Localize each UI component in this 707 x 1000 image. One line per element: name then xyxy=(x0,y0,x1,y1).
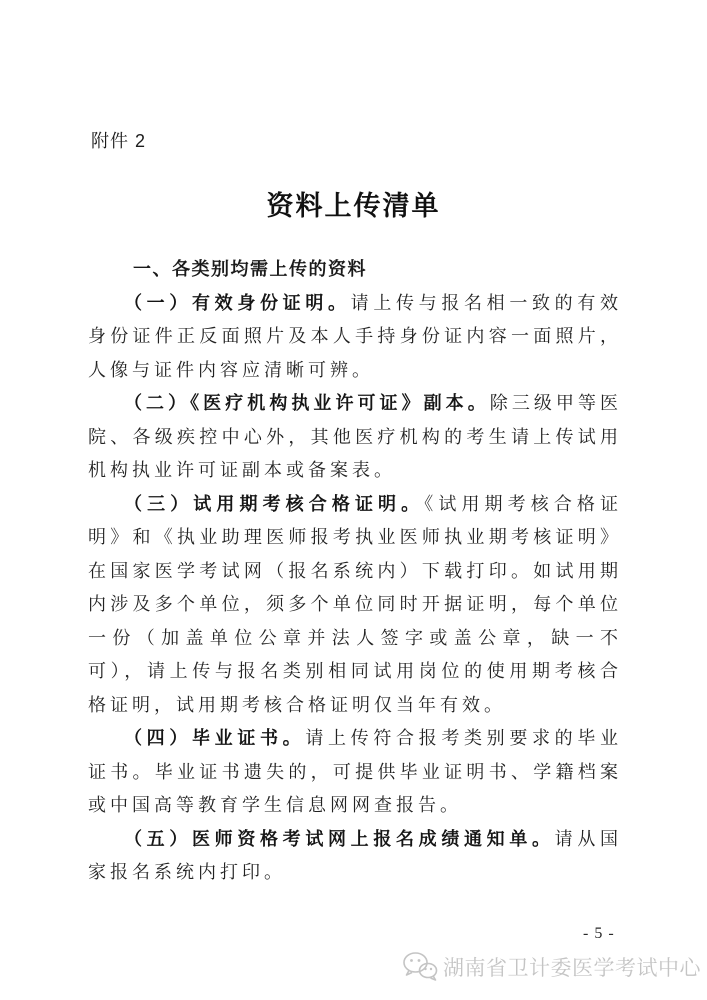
paragraph-2-lead: （二）《医疗机构执业许可证》副本。 xyxy=(124,393,490,413)
watermark xyxy=(402,951,701,982)
document-title: 资料上传清单 xyxy=(266,191,441,222)
paragraph-4-body: 请上传符合报考类别要求的毕业证书。毕业证书遗失的，可提供毕业证明书、学籍档案或中国高等教育学生信息网网查报告。 xyxy=(88,728,623,815)
paragraph-4-lead: （四）毕业证书。 xyxy=(124,728,306,748)
paragraph-1-lead: （一）有效身份证明。 xyxy=(124,292,351,313)
paragraph-3-lead: （三）试用期考核合格证明。 xyxy=(124,493,425,514)
paragraph-1 xyxy=(88,287,622,388)
wechat-icon xyxy=(402,951,438,982)
watermark-text: 湖南省卫计委医学考试中心 xyxy=(443,956,701,980)
paragraph-5 xyxy=(88,823,622,890)
paragraph-5-lead: （五）医师资格考试网上报名成绩通知单。 xyxy=(124,828,555,849)
attachment-label: 附件 2 xyxy=(91,131,147,151)
paragraph-2 xyxy=(88,387,622,488)
page-number: - 5 - xyxy=(583,925,615,942)
paragraph-2-body: 除三级甲等医院、各级疾控中心外，其他医疗机构的考生请上传试用机构执业许可证副本或备案表。 xyxy=(88,393,623,480)
paragraph-5-body: 请从国家报名系统内打印。 xyxy=(88,828,623,882)
paragraph-1-body: 请上传与报名相一致的有效身份证件正反面照片及本人手持身份证内容一面照片，人像与证件内容应清晰可辨。 xyxy=(88,292,623,380)
section-heading: 一、各类别均需上传的资料 xyxy=(133,259,367,279)
paragraph-4 xyxy=(88,722,622,823)
paragraph-3-body: 《试用期考核合格证明》和《执业助理医师报考执业医师执业期考核证明》在国家医学考试网（报名系统内）下载打印。如试用期内涉及多个单位，须多个单位同时开据证明，每个单位一份（加盖单位公章并法人签字或盖公章，缺一不可），请上传与报名类别相同试用岗位的使用期考核合格证明，试用期考核合格证明仅当年有效。 xyxy=(88,493,623,715)
document-body xyxy=(88,253,622,890)
paragraph-3 xyxy=(88,488,622,723)
